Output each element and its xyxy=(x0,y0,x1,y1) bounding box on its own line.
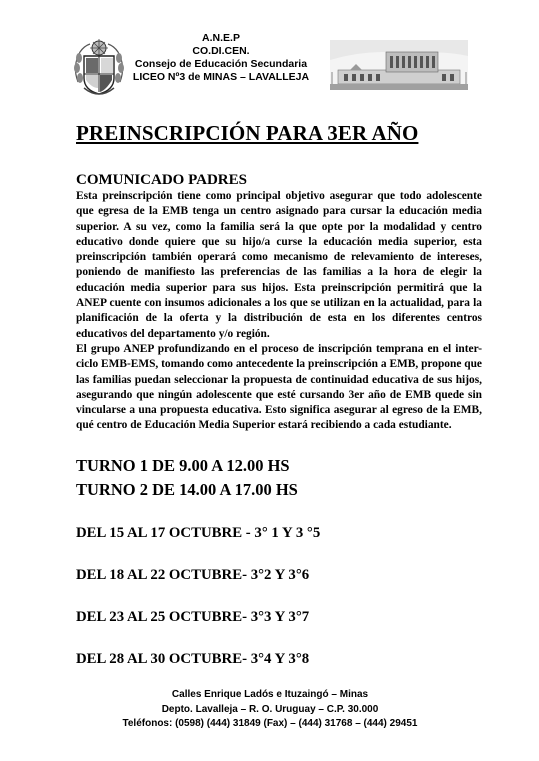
institution-header xyxy=(116,32,326,84)
section-subtitle: COMUNICADO PADRES xyxy=(76,172,247,188)
header-line-anep: A.N.E.P xyxy=(202,32,240,44)
footer-postal: Depto. Lavalleja – R. O. Uruguay – C.P. 30.000 xyxy=(161,703,379,715)
date-range-4: DEL 28 AL 30 OCTUBRE- 3°4 Y 3°8 xyxy=(76,651,310,667)
date-range-1: DEL 15 AL 17 OCTUBRE - 3° 1 Y 3 °5 xyxy=(76,525,321,541)
schedule-turno-1: TURNO 1 DE 9.00 A 12.00 HS xyxy=(76,456,290,475)
body-paragraph-1: Esta preinscripción tiene como principal objetivo asegurar que todo adolescente que egresa de la EMB tenga un centro asignado para cursar la educación media superior. A su vez, como la familia será la que opte por la modalidad y centro educativo donde quiere que su hijo/a curse la educación media superior, esta preinscripción también operará como mecanismo de relevamiento de intereses, poniendo de manifiesto las preferencias de las familias a la hora de elegir la educación media superior para sus hijos. Esta preinscripción permitirá que la ANEP cuente con insumos adicionales a los que se utilizan en la actualidad, para la planificación de la oferta y la distribución de esta en los diferentes centros educativos del departamento y/o región. xyxy=(76,190,482,340)
footer-address: Calles Enrique Ladós e Ituzaingó – Minas xyxy=(171,689,369,700)
contact-footer xyxy=(60,688,480,732)
date-range-3: DEL 23 AL 25 OCTUBRE- 3°3 Y 3°7 xyxy=(76,609,310,625)
header-line-codicen: CO.DI.CEN. xyxy=(192,45,250,57)
page-title: PREINSCRIPCIÓN PARA 3ER AÑO xyxy=(76,121,419,145)
body-paragraph-2: El grupo ANEP profundizando en el proceso de inscripción temprana en el inter-ciclo EMB-EMS, tomando como antecedente la preinscripción a EMB, propone que las familias puedan seleccionar la propuesta de continuidad educativa de sus hijos, asegurando que ningún adolescente que esté cursando 3er año de EMB quede sin vincularse a una propuesta educativa. Esto significa asegurar al egreso de la EMB, qué centro de Educación Media Superior estará recibiendo a cada estudiante. xyxy=(76,342,482,432)
schedule-turno-2: TURNO 2 DE 14.00 A 17.00 HS xyxy=(76,480,298,499)
communique-body xyxy=(76,189,482,434)
school-building-icon xyxy=(330,40,468,90)
header-line-consejo: Consejo de Educación Secundaria xyxy=(134,58,308,70)
header-line-liceo: LICEO Nº3 de MINAS – LAVALLEJA xyxy=(132,71,310,83)
date-range-2: DEL 18 AL 22 OCTUBRE- 3°2 Y 3°6 xyxy=(76,567,310,583)
footer-phones: Teléfonos: (0598) (444) 31849 (Fax) – (444) 31768 – (444) 29451 xyxy=(122,718,418,729)
